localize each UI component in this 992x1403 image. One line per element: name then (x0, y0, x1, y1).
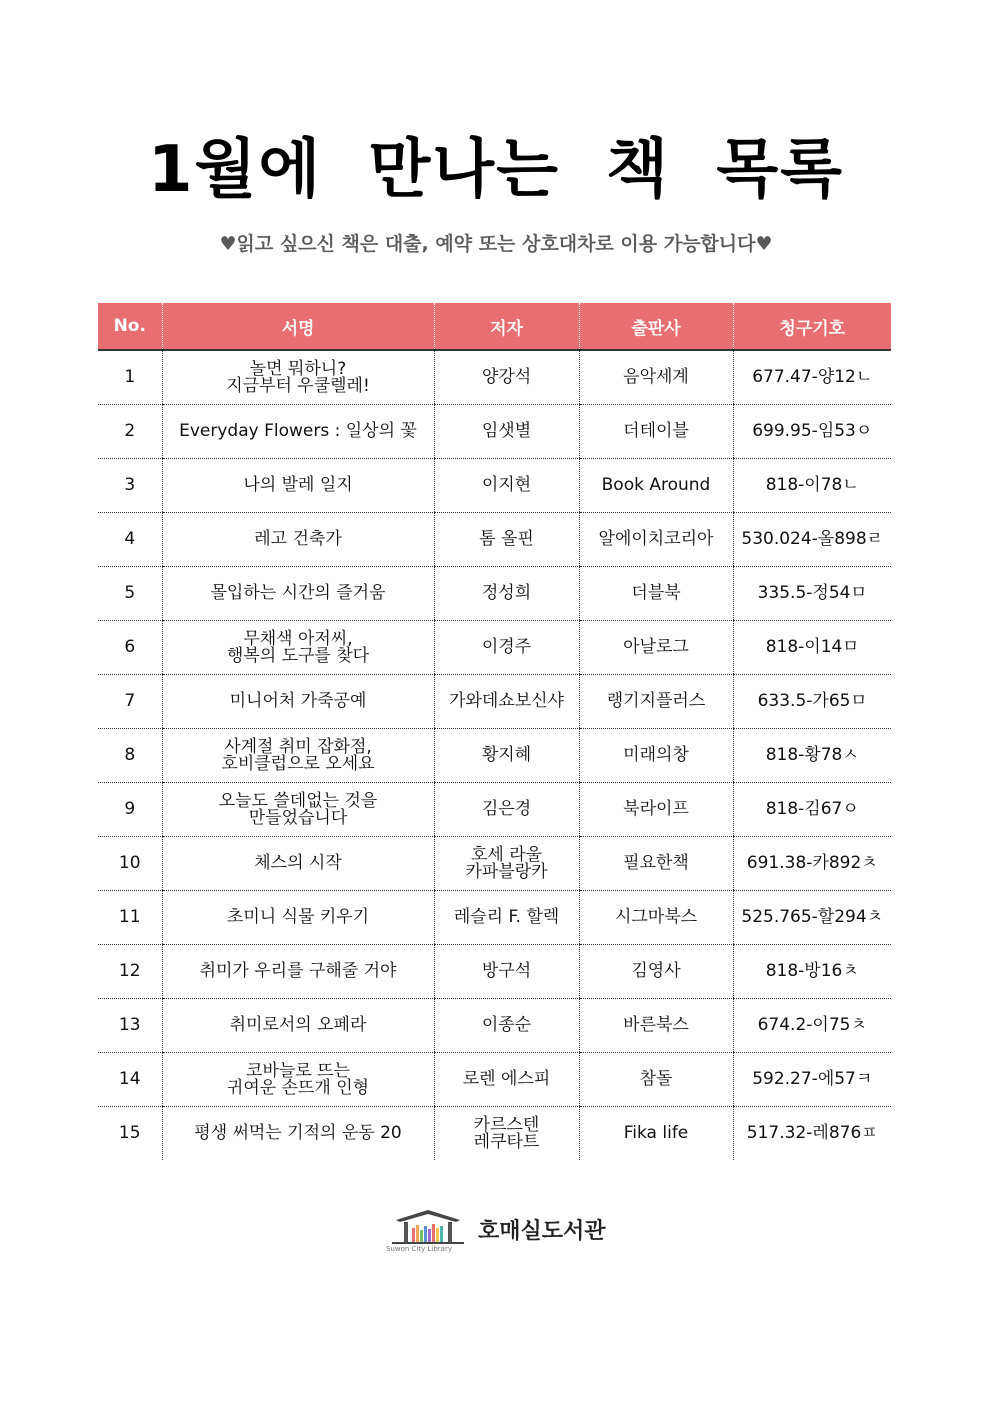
cell-title (162, 459, 434, 513)
header-no: No. (98, 303, 162, 350)
cell-author-line: 호세 라울 (470, 844, 543, 865)
cell-no: 9 (98, 783, 162, 837)
cell-author-line: 황지혜 (481, 745, 532, 765)
cell-title (162, 891, 434, 945)
cell-title-line: 초미니 식물 키우기 (226, 907, 370, 927)
header-title: 서명 (162, 303, 434, 350)
cell-publisher: 더테이블 (579, 405, 733, 459)
cell-author-line: 가와데쇼보신샤 (449, 691, 564, 711)
cell-call-number: 633.5-가65ㅁ (733, 675, 891, 729)
cell-call-number: 674.2-이75ㅊ (733, 999, 891, 1053)
table-row (98, 729, 891, 783)
cell-no: 6 (98, 621, 162, 675)
cell-author-line: 정성희 (481, 583, 532, 603)
cell-call-number: 525.765-할294ㅊ (733, 891, 891, 945)
cell-author-line: 방구석 (481, 961, 532, 981)
cell-author (434, 891, 579, 945)
table-row (98, 945, 891, 999)
cell-title (162, 350, 434, 405)
cell-publisher: 알에이치코리아 (579, 513, 733, 567)
cell-call-number: 699.95-임53ㅇ (733, 405, 891, 459)
library-logo (386, 1208, 616, 1258)
table-row (98, 1053, 891, 1107)
cell-title (162, 513, 434, 567)
cell-title (162, 1053, 434, 1107)
cell-title (162, 945, 434, 999)
cell-author (434, 1107, 579, 1161)
table-row (98, 459, 891, 513)
cell-title-line: 미니어처 가죽공예 (229, 691, 367, 711)
cell-title (162, 999, 434, 1053)
table-row (98, 405, 891, 459)
page-title: 1월에 만나는 책 목록 (148, 133, 844, 207)
cell-author-line: 레쿠타트 (473, 1131, 540, 1152)
cell-call-number: 818-김67ㅇ (733, 783, 891, 837)
table-row (98, 891, 891, 945)
table-row (98, 567, 891, 621)
cell-publisher: 음악세계 (579, 350, 733, 405)
cell-publisher: 더블북 (579, 567, 733, 621)
cell-title-line: 체스의 시작 (254, 853, 342, 873)
cell-author-line: 이지현 (481, 475, 532, 495)
cell-no: 8 (98, 729, 162, 783)
cell-no: 13 (98, 999, 162, 1053)
cell-call-number: 677.47-양12ㄴ (733, 350, 891, 405)
cell-author (434, 729, 579, 783)
cell-title-line: 레고 건축가 (254, 529, 342, 549)
cell-publisher: 필요한책 (579, 837, 733, 891)
cell-no: 7 (98, 675, 162, 729)
library-logo-subtext: Suwon City Library (386, 1245, 452, 1253)
cell-author-line: 이경주 (481, 637, 532, 657)
cell-publisher: 북라이프 (579, 783, 733, 837)
cell-publisher: 랭기지플러스 (579, 675, 733, 729)
cell-title (162, 621, 434, 675)
cell-title (162, 567, 434, 621)
cell-publisher: 바른북스 (579, 999, 733, 1053)
table-row (98, 999, 891, 1053)
cell-author (434, 513, 579, 567)
cell-no: 15 (118, 1123, 141, 1143)
table-row (98, 621, 891, 675)
cell-no: 10 (98, 837, 162, 891)
header-call-number: 청구기호 (733, 303, 891, 350)
cell-call-number: 818-황78ㅅ (733, 729, 891, 783)
cell-author-line: 로렌 에스피 (462, 1069, 551, 1089)
cell-author-line: 톰 올핀 (479, 529, 534, 549)
cell-author (434, 783, 579, 837)
cell-no: 12 (98, 945, 162, 999)
cell-title-line: 지금부터 우쿨렐레! (226, 375, 370, 396)
cell-author (434, 459, 579, 513)
cell-author-line: 카르스텐 (473, 1114, 540, 1135)
cell-title (162, 675, 434, 729)
cell-title-line: 코바늘로 뜨는 (246, 1060, 350, 1081)
cell-no: 1 (98, 350, 162, 405)
cell-title-line: 오늘도 쓸데없는 것을 (218, 790, 378, 811)
cell-title-line: 평생 써먹는 기적의 운동 20 (194, 1123, 402, 1143)
library-name: 호매실도서관 (478, 1219, 606, 1244)
cell-no: 14 (98, 1053, 162, 1107)
cell-title-line: 나의 발레 일지 (243, 475, 353, 495)
table-body (98, 350, 891, 1160)
cell-author-line: 양강석 (481, 367, 532, 387)
table-row (98, 350, 891, 405)
table-row (98, 513, 891, 567)
cell-publisher: 시그마북스 (579, 891, 733, 945)
header-publisher: 출판사 (579, 303, 733, 350)
table-row (98, 1107, 891, 1161)
cell-call-number: 335.5-정54ㅁ (733, 567, 891, 621)
cell-author (434, 1053, 579, 1107)
cell-title (162, 729, 434, 783)
cell-title-line: 행복의 도구를 찾다 (226, 645, 370, 666)
cell-publisher: 미래의창 (579, 729, 733, 783)
cell-no: 4 (98, 513, 162, 567)
cell-call-number: 818-이78ㄴ (733, 459, 891, 513)
cell-publisher: 김영사 (579, 945, 733, 999)
cell-title (162, 837, 434, 891)
cell-author (434, 621, 579, 675)
cell-author-line: 임샛별 (481, 421, 532, 441)
cell-author (434, 350, 579, 405)
cell-author-line: 레슬리 F. 할렉 (453, 907, 560, 927)
cell-author (434, 837, 579, 891)
cell-title-line: 만들었습니다 (248, 807, 348, 828)
cell-title-line: Everyday Flowers : 일상의 꽃 (179, 421, 417, 441)
cell-no: 11 (98, 891, 162, 945)
cell-call-number: 818-방16ㅊ (733, 945, 891, 999)
cell-call-number: 517.32-레876ㅍ (733, 1107, 891, 1161)
cell-title-line: 귀여운 손뜨개 인형 (226, 1077, 370, 1098)
cell-author (434, 405, 579, 459)
cell-no: 3 (98, 459, 162, 513)
cell-call-number: 530.024-올898ㄹ (733, 513, 891, 567)
cell-author (434, 567, 579, 621)
cell-no: 2 (98, 405, 162, 459)
page-subtitle: ♥읽고 싶으신 책은 대출, 예약 또는 상호대차로 이용 가능합니다♥ (219, 233, 773, 255)
table-header-row (98, 303, 891, 350)
cell-author-line: 김은경 (481, 799, 532, 819)
library-logo-icon (386, 1208, 470, 1248)
cell-publisher: Fika life (579, 1107, 733, 1161)
cell-title-line: 사계절 취미 잡화점, (224, 736, 372, 757)
cell-author (434, 675, 579, 729)
table-row (98, 837, 891, 891)
cell-title-line: 무채색 아저씨, (243, 628, 353, 649)
table-row (98, 675, 891, 729)
cell-author (434, 945, 579, 999)
table-row (98, 783, 891, 837)
cell-title-line: 놀면 뭐하니? (249, 358, 347, 379)
cell-author-line: 이종순 (481, 1015, 532, 1035)
cell-publisher: Book Around (579, 459, 733, 513)
cell-title-line: 몰입하는 시간의 즐거움 (210, 583, 386, 603)
cell-call-number: 592.27-에57ㅋ (733, 1053, 891, 1107)
cell-title-line: 취미가 우리를 구해줄 거야 (199, 961, 397, 981)
cell-title-line: 호비클럽으로 오세요 (221, 753, 375, 774)
cell-author-line: 카파블랑카 (465, 861, 548, 882)
book-list-table (98, 303, 891, 1160)
cell-publisher: 참돌 (579, 1053, 733, 1107)
cell-publisher: 아날로그 (579, 621, 733, 675)
header-author: 저자 (434, 303, 579, 350)
cell-title (162, 1107, 434, 1161)
cell-call-number: 691.38-카892ㅊ (733, 837, 891, 891)
cell-title (162, 405, 434, 459)
cell-author (434, 999, 579, 1053)
cell-title (162, 783, 434, 837)
cell-call-number: 818-이14ㅁ (733, 621, 891, 675)
cell-title-line: 취미로서의 오페라 (229, 1015, 367, 1035)
cell-no: 5 (98, 567, 162, 621)
